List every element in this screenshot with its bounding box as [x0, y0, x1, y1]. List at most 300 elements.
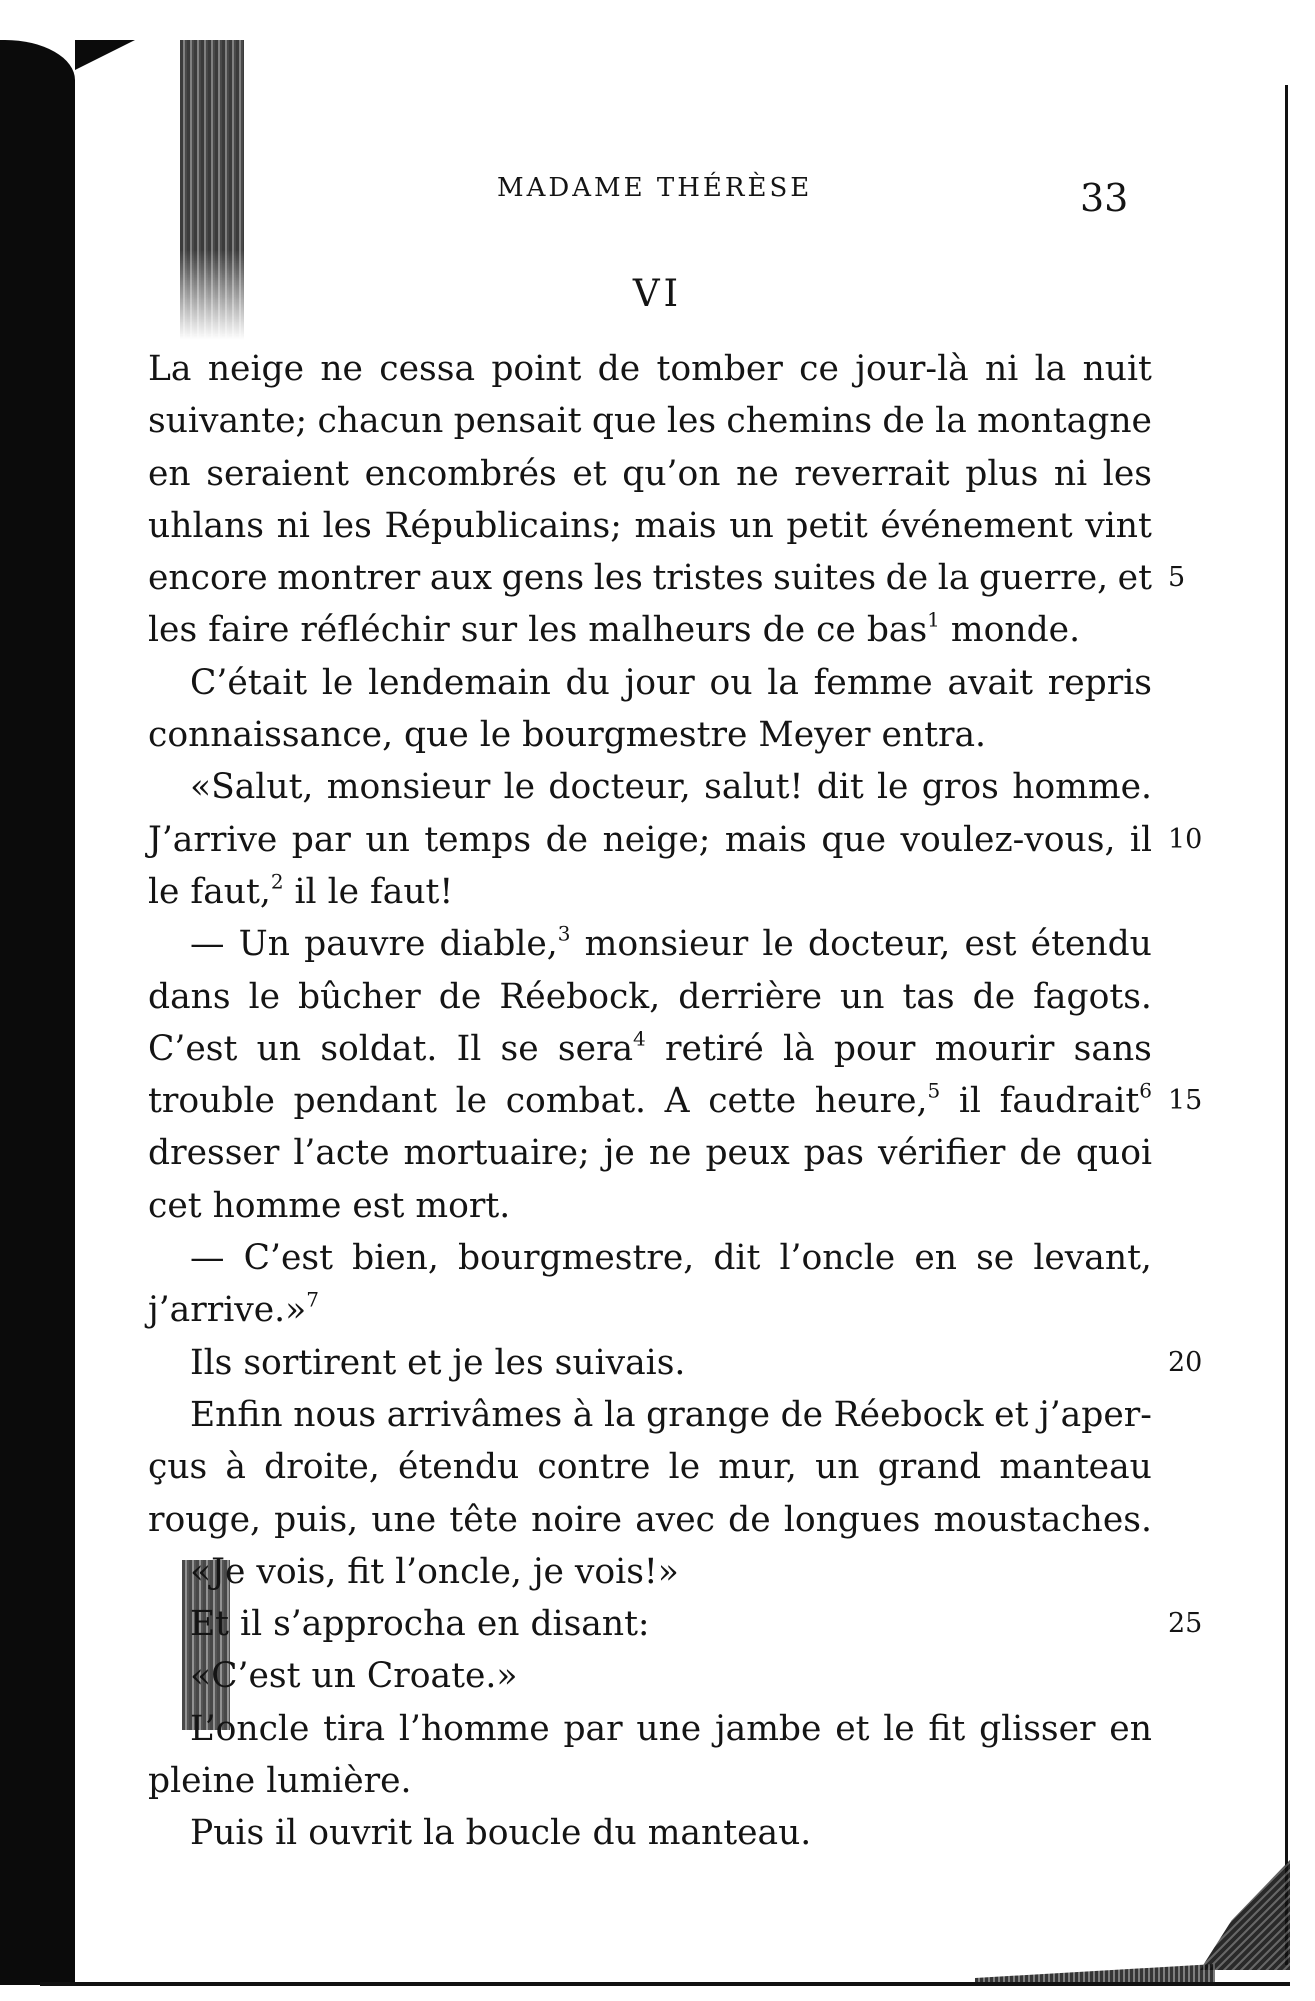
word: l’acte	[293, 1133, 390, 1174]
word: arrivâmes	[386, 1394, 563, 1435]
word: se	[976, 1238, 1015, 1279]
text-line	[148, 1337, 1152, 1389]
text-line	[148, 1127, 1152, 1179]
word: que	[821, 819, 887, 860]
word: il	[958, 1081, 981, 1122]
footnote-marker: 4	[633, 1026, 646, 1051]
word: diable,$^3$	[439, 921, 571, 965]
footnote-marker: 1	[927, 608, 940, 633]
word: noire	[531, 1499, 623, 1540]
word: les	[666, 401, 717, 442]
scan-bottom-blot	[975, 1964, 1215, 1984]
word: ne	[320, 349, 363, 389]
word: de	[545, 819, 589, 860]
word: retiré	[665, 1028, 764, 1069]
footnote-marker: 5	[927, 1078, 941, 1103]
word: C’est	[243, 1238, 333, 1279]
word: il	[1129, 819, 1152, 860]
word: dit	[713, 1238, 761, 1279]
word: l’homme	[398, 1708, 550, 1749]
word: le	[883, 1708, 915, 1749]
word: nuit	[1082, 349, 1152, 389]
word: jambe	[714, 1708, 822, 1749]
word: docteur,	[548, 767, 691, 808]
word: sera$^4$	[557, 1026, 646, 1069]
margin-line-number	[1168, 500, 1228, 552]
word: tas	[902, 976, 955, 1017]
word: neige;	[602, 819, 711, 860]
word: aux	[429, 558, 493, 599]
text-line	[148, 761, 1152, 813]
word: les	[494, 1342, 544, 1383]
word: C’était	[190, 662, 308, 703]
scan-page-edge-bottom	[40, 1982, 1290, 1986]
line-number-column	[1168, 343, 1228, 1860]
word: ni	[985, 349, 1019, 389]
word: se	[500, 1028, 539, 1069]
word: vois,	[256, 1551, 337, 1592]
word: s’approcha	[273, 1604, 466, 1645]
word: ne	[648, 1133, 692, 1174]
word: Meyer	[758, 715, 871, 756]
word: entra.	[881, 715, 987, 756]
word: lendemain	[368, 662, 551, 703]
word: j’arrive.»$^7$	[148, 1287, 319, 1331]
margin-line-number	[1168, 1127, 1228, 1179]
word: soldat.	[320, 1028, 438, 1069]
word: cet	[148, 1185, 202, 1226]
word: faut!	[369, 871, 454, 912]
word: que	[404, 715, 469, 756]
word: la	[935, 401, 967, 442]
text-line	[148, 1807, 1152, 1859]
word: gros	[921, 767, 999, 808]
word: manteau.	[647, 1813, 812, 1854]
word: et	[1117, 558, 1152, 599]
word: tira	[323, 1708, 386, 1749]
margin-line-number	[1168, 448, 1228, 500]
word: homme	[212, 1185, 342, 1226]
word: dit	[816, 767, 864, 808]
margin-line-number	[1168, 1650, 1228, 1702]
text-line	[148, 448, 1152, 500]
word: et	[407, 1342, 442, 1383]
word: tomber	[656, 349, 783, 389]
word: un	[840, 976, 885, 1017]
word: trouble	[148, 1081, 275, 1122]
word: fit	[928, 1708, 966, 1749]
word: grand	[877, 1447, 982, 1488]
word: les	[1102, 453, 1152, 494]
word: «Salut,	[190, 767, 314, 808]
word: derrière	[678, 976, 823, 1017]
word: un	[365, 819, 410, 860]
margin-line-number	[1168, 1232, 1228, 1284]
word: rouge,	[148, 1499, 261, 1540]
word: sortirent	[243, 1342, 397, 1383]
word: de	[972, 976, 1016, 1017]
word: la	[603, 1394, 636, 1435]
text-line	[148, 604, 1152, 656]
word: de	[882, 401, 925, 442]
word: monsieur	[584, 924, 749, 965]
word: l’oncle,	[395, 1551, 522, 1592]
word: ou	[709, 662, 753, 703]
word: quoi	[1075, 1133, 1152, 1174]
margin-line-number	[1168, 971, 1228, 1023]
word: gens	[501, 558, 585, 599]
margin-line-number: 25	[1168, 1608, 1203, 1640]
text-line	[148, 971, 1152, 1023]
word: que	[591, 401, 657, 442]
footnote-marker: 3	[557, 921, 571, 946]
word: sans	[1073, 1028, 1152, 1069]
word: il	[240, 1604, 263, 1645]
word: qu’on	[622, 453, 721, 494]
word: le	[321, 662, 354, 703]
word: bourgmestre,	[457, 1238, 695, 1279]
word: réfléchir	[300, 610, 450, 651]
margin-line-number	[1168, 1441, 1228, 1493]
word: mourir	[934, 1028, 1055, 1069]
word: faudrait$^6$	[999, 1078, 1152, 1122]
word: mortuaire;	[403, 1133, 590, 1174]
word: encombrés	[364, 453, 557, 494]
word: je	[532, 1551, 564, 1592]
word: L’oncle	[190, 1708, 310, 1749]
word: tête	[449, 1499, 518, 1540]
text-line	[148, 1180, 1152, 1232]
word: encore	[148, 558, 268, 599]
word: et	[835, 1708, 870, 1749]
margin-line-number	[1168, 395, 1228, 447]
margin-line-number	[1168, 1023, 1228, 1075]
word: monsieur	[326, 767, 491, 808]
margin-line-number: 15	[1168, 1085, 1203, 1117]
word: Puis	[190, 1813, 265, 1854]
word: le	[327, 871, 360, 912]
word: Enfin	[190, 1394, 283, 1435]
word: monde.	[950, 610, 1081, 651]
text-line	[148, 1441, 1152, 1493]
word: «C’est	[190, 1656, 301, 1697]
word: les	[148, 610, 198, 651]
margin-line-number	[1168, 1755, 1228, 1807]
word: dans	[148, 976, 231, 1017]
word: petit	[786, 505, 868, 546]
text-line	[148, 1075, 1152, 1127]
word: homme.	[1012, 767, 1152, 808]
word: fit	[347, 1551, 385, 1592]
word: pensait	[453, 401, 582, 442]
text-line	[148, 552, 1152, 604]
text-line	[148, 1650, 1152, 1702]
word: salut!	[704, 767, 804, 808]
word: en	[148, 453, 191, 494]
word: à	[225, 1447, 246, 1488]
text-line	[148, 657, 1152, 709]
running-title: MADAME THÉRÈSE	[497, 173, 813, 203]
word: vint	[1085, 505, 1152, 546]
word: «Je	[190, 1551, 246, 1592]
word: faut,$^2$	[190, 869, 284, 912]
margin-line-number	[1168, 1494, 1228, 1546]
word: en	[914, 1238, 957, 1279]
chapter-heading: VI	[632, 272, 683, 315]
word: contre	[537, 1447, 651, 1488]
word: la	[767, 662, 799, 703]
word: le	[248, 976, 281, 1017]
word: et	[994, 1394, 1029, 1435]
word: suivante;	[148, 401, 308, 442]
scan-binding-corner	[75, 40, 135, 70]
margin-line-number	[1168, 761, 1228, 813]
word: par	[563, 1708, 623, 1749]
word: un	[729, 505, 774, 546]
word: boucle	[465, 1813, 582, 1854]
word: événement	[880, 505, 1073, 546]
word: chemins	[726, 401, 873, 442]
word: de	[597, 349, 641, 389]
word: suites	[773, 558, 877, 599]
word: connaissance,	[148, 715, 394, 756]
word: bourgmestre	[522, 715, 748, 756]
word: un	[311, 1656, 356, 1697]
word: le	[668, 1447, 701, 1488]
word: suivais.	[554, 1342, 686, 1383]
word: étendu	[397, 1447, 520, 1488]
word: voulez-vous,	[900, 819, 1116, 860]
margin-line-number	[1168, 709, 1228, 761]
text-line	[148, 1703, 1152, 1755]
word: par	[291, 819, 351, 860]
word: il	[275, 1813, 298, 1854]
word: les	[528, 610, 578, 651]
word: vois!»	[574, 1551, 679, 1592]
text-line	[148, 814, 1152, 866]
word: avec	[635, 1499, 715, 1540]
word: faire	[208, 610, 290, 651]
word: de	[780, 1394, 824, 1435]
word: la	[937, 558, 970, 599]
text-line	[148, 395, 1152, 447]
word: les	[322, 505, 372, 546]
word: mort.	[415, 1185, 511, 1226]
word: Ils	[190, 1342, 233, 1383]
word: pleine	[148, 1761, 256, 1802]
word: —	[190, 1238, 225, 1279]
word: est	[352, 1185, 405, 1226]
margin-line-number	[1168, 1180, 1228, 1232]
text-line	[148, 1389, 1152, 1441]
word: lumière.	[266, 1761, 412, 1802]
margin-line-number: 20	[1168, 1346, 1203, 1378]
word: de	[438, 976, 482, 1017]
body-text	[148, 343, 1152, 1860]
word: il	[294, 871, 317, 912]
scan-page-edge-right	[1285, 85, 1288, 1965]
margin-line-number	[1168, 1703, 1228, 1755]
word: droite,	[264, 1447, 380, 1488]
word: seraient	[206, 453, 349, 494]
word: mur,	[718, 1447, 797, 1488]
word: nous	[293, 1394, 377, 1435]
word: point	[491, 349, 582, 389]
text-line	[148, 1755, 1152, 1807]
word: chacun	[317, 401, 444, 442]
word: Il	[456, 1028, 482, 1069]
word: longues	[783, 1499, 921, 1540]
word: neige	[207, 349, 304, 389]
word: en	[476, 1604, 520, 1645]
word: sur	[460, 610, 518, 651]
word: du	[592, 1813, 637, 1854]
word: cessa	[379, 349, 476, 389]
margin-line-number	[1168, 1284, 1228, 1336]
word: moustaches.	[933, 1499, 1152, 1540]
margin-line-number	[1168, 657, 1228, 709]
word: disant:	[530, 1604, 650, 1645]
word: Réebock	[833, 1394, 984, 1435]
word: ni	[276, 505, 310, 546]
word: plus	[965, 453, 1039, 494]
word: grange	[646, 1394, 770, 1435]
margin-line-number	[1168, 1389, 1228, 1441]
margin-line-number	[1168, 343, 1228, 395]
footnote-marker: 2	[270, 869, 284, 894]
word: manteau	[999, 1447, 1152, 1488]
text-line	[148, 709, 1152, 761]
word: je	[603, 1133, 635, 1174]
word: docteur,	[807, 924, 951, 965]
text-line	[148, 1232, 1152, 1284]
word: combat.	[505, 1081, 647, 1122]
word: pauvre	[304, 924, 426, 965]
margin-line-number	[1168, 1807, 1228, 1859]
word: repris	[1047, 662, 1152, 703]
word: peux	[705, 1133, 790, 1174]
word: ni	[1053, 453, 1088, 494]
word: de	[1019, 1133, 1062, 1174]
word: Réebock,	[499, 976, 661, 1017]
word: Un	[238, 924, 290, 965]
word: dresser	[148, 1133, 280, 1174]
word: A	[664, 1081, 690, 1122]
word: puis,	[274, 1499, 359, 1540]
word: une	[371, 1499, 437, 1540]
word: çus	[148, 1447, 208, 1488]
page-number: 33	[1080, 176, 1129, 220]
text-line	[148, 1284, 1152, 1336]
word: de	[885, 558, 929, 599]
word: ce	[816, 610, 856, 651]
word: est	[964, 924, 1017, 965]
text-line	[148, 1494, 1152, 1546]
footnote-marker: 7	[306, 1287, 319, 1312]
word: temps	[424, 819, 532, 860]
word: —	[190, 924, 225, 965]
word: étendu	[1030, 924, 1152, 965]
word: reverrait	[794, 453, 950, 494]
word: vérifier	[878, 1133, 1006, 1174]
word: de	[762, 610, 806, 651]
text-line	[148, 918, 1152, 970]
word: uhlans	[148, 505, 264, 546]
word: bas$^1$	[866, 608, 940, 651]
word: tristes	[652, 558, 764, 599]
word: mais	[634, 505, 717, 546]
word: jour-là	[855, 349, 969, 389]
word: C’est	[148, 1028, 238, 1069]
word: ne	[736, 453, 779, 494]
word: du	[565, 662, 610, 703]
word: un	[256, 1028, 302, 1069]
word: montagne	[977, 401, 1152, 442]
word: et	[572, 453, 607, 494]
word: J’arrive	[148, 819, 278, 860]
text-line	[148, 500, 1152, 552]
word: j’aper-	[1039, 1394, 1152, 1435]
word: le	[503, 767, 536, 808]
word: la	[423, 1813, 455, 1854]
word: à	[572, 1394, 594, 1435]
margin-line-number	[1168, 1546, 1228, 1598]
word: levant,	[1033, 1238, 1152, 1279]
word: là	[783, 1028, 815, 1069]
word: le	[762, 924, 794, 965]
word: un	[815, 1447, 860, 1488]
word: pas	[803, 1133, 865, 1174]
word: le	[479, 715, 512, 756]
word: mais	[724, 819, 807, 860]
word: femme	[813, 662, 933, 703]
margin-line-number	[1168, 866, 1228, 918]
word: jour	[624, 662, 695, 703]
word: une	[636, 1708, 702, 1749]
word: heure,$^5$	[814, 1078, 941, 1122]
margin-line-number	[1168, 918, 1228, 970]
text-line	[148, 866, 1152, 918]
margin-line-number: 5	[1168, 562, 1186, 594]
word: ouvrit	[308, 1813, 413, 1854]
word: pour	[833, 1028, 916, 1069]
margin-line-number	[1168, 604, 1228, 656]
margin-line-number: 10	[1168, 823, 1203, 855]
word: bien,	[352, 1238, 439, 1279]
word: l’oncle	[779, 1238, 896, 1279]
word: de	[728, 1499, 771, 1540]
word: glisser	[979, 1708, 1096, 1749]
scan-binding-shadow	[0, 40, 75, 1985]
scan-corner-blot	[1200, 1860, 1290, 1970]
word: bûcher	[298, 976, 421, 1017]
text-line	[148, 1546, 1152, 1598]
text-line	[148, 1598, 1152, 1650]
word: Et	[190, 1604, 230, 1645]
word: ce	[799, 349, 839, 389]
word: La	[148, 349, 192, 389]
footnote-marker: 6	[1139, 1078, 1152, 1103]
word: le	[148, 871, 180, 912]
word: les	[593, 558, 643, 599]
word: fagots.	[1033, 976, 1152, 1017]
text-line	[148, 343, 1152, 395]
word: Républicains;	[384, 505, 622, 546]
word: montrer	[277, 558, 421, 599]
word: avait	[947, 662, 1033, 703]
word: cette	[708, 1081, 797, 1122]
word: je	[452, 1342, 484, 1383]
